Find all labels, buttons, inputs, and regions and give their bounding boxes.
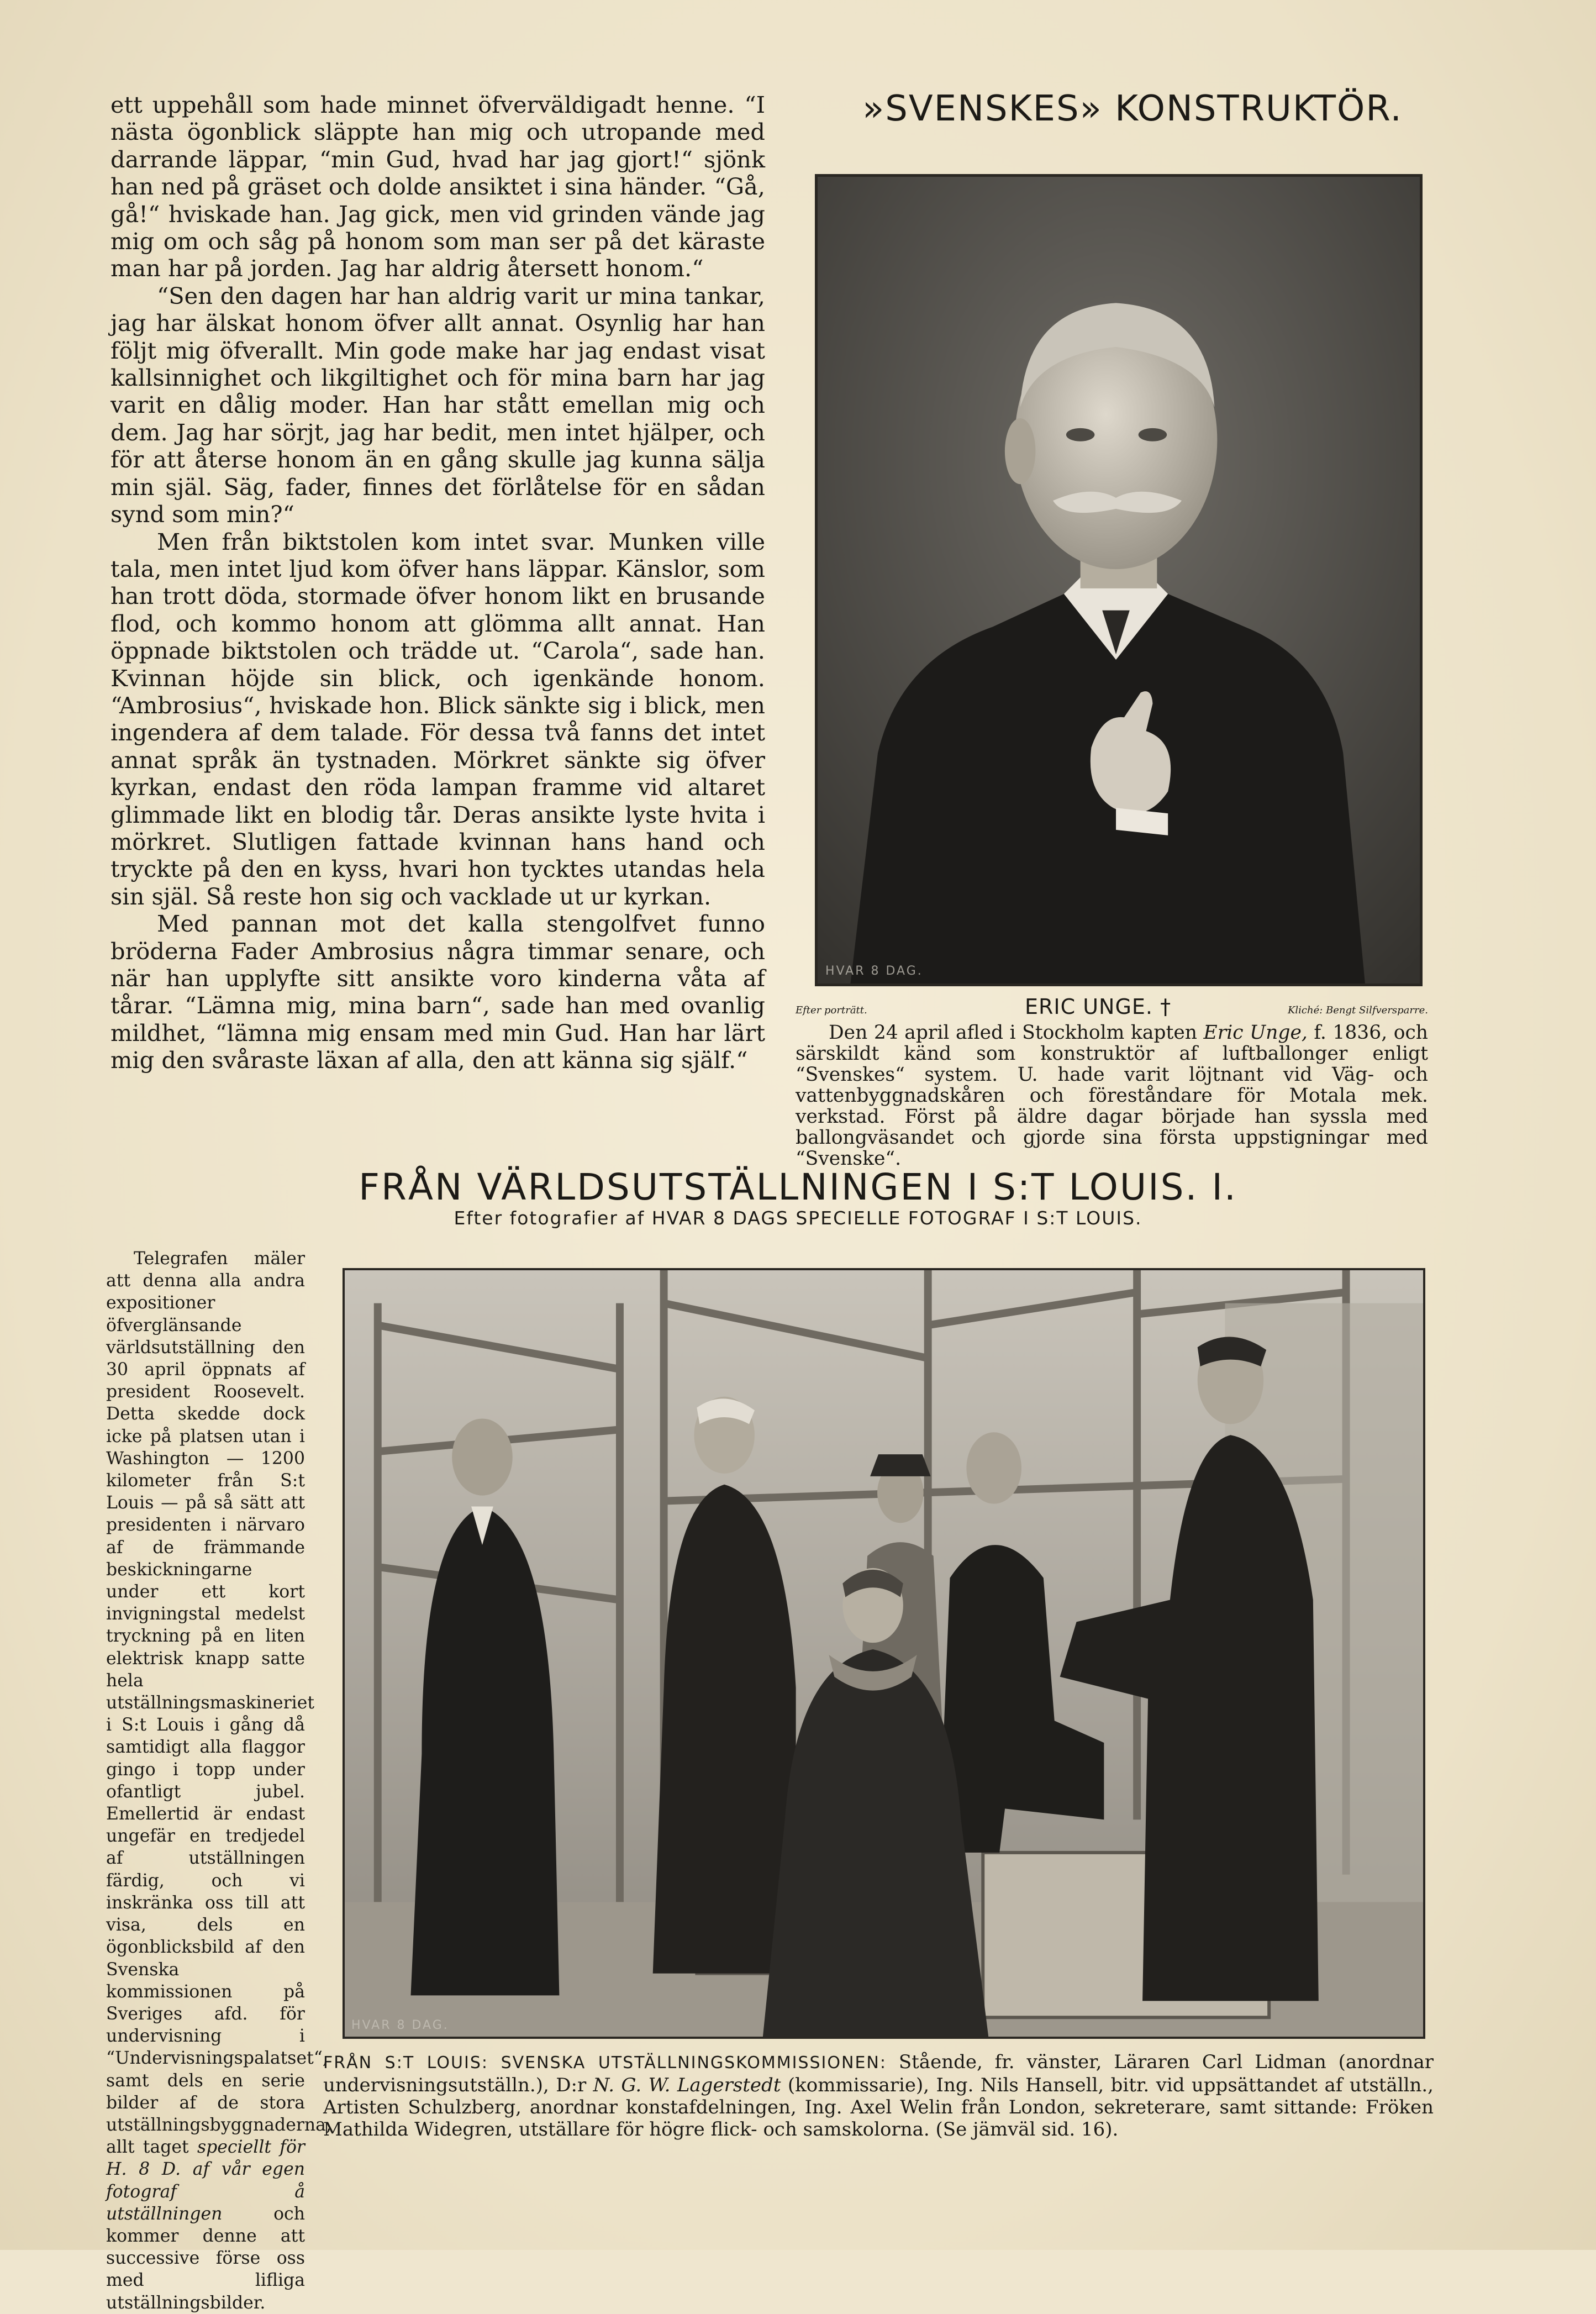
portrait-caption-row [796,995,1428,1022]
caption-lead: FRÅN S:T LOUIS: SVENSKA UTSTÄLLNINGSKOMMISSIONEN: [323,2053,887,2073]
story-paragraph: “Sen den dagen har han aldrig varit ur mina tankar, jag har älskat honom öfver allt annat. Osynlig har han följt mig öfverallt. Min gode make har jag endast visat kallsinnighet och likgiltighet och för mina barn har jag varit en dålig moder. Han har stått emellan mig och dem. Jag har sörjt, jag har bedit, men intet hjälper, och för att återse honom än en gång skulle jag kunna sälja min själ. Säg, fader, finnes det förlåtelse för en sådan synd som min?“ [110,282,765,528]
photo-credit: Efter porträtt. [796,1005,867,1016]
side-text-italic: speciellt för H. 8 D. af vår egen fotograf å utställningen [106,2137,305,2224]
portrait-illustration [818,177,1420,984]
caption-text: Den 24 april afled i Stockholm kapten [829,1022,1204,1044]
caption-text: Stående, fr. vänster, Läraren Carl Lidman (anordnar undervisningsutställn.), D:r [323,2051,1434,2096]
group-photo-caption [323,2051,1434,2141]
group-photo-watermark: HVAR 8 DAG. [351,2018,449,2032]
portrait-photo [815,174,1423,986]
story-paragraph: Med pannan mot det kalla stengolfvet funno bröderna Fader Ambrosius några timmar senare, och när han upplyfte sitt ansikte voro kinderna våta af tårar. “Lämna mig, mina barn“, sade han med ovanlig mildhet, “lämna mig ensam med min Gud. Han har lärt mig den svåraste läxan af alla, den att känna sig själf.“ [110,910,765,1074]
exhibition-side-text [106,1248,331,2314]
side-text: och kommer denne att successive förse oss med lifliga utställningsbilder. [106,2203,305,2313]
caption-name-italic: Eric Unge, [1203,1022,1308,1044]
photo-watermark: HVAR 8 DAG. [825,964,923,978]
caption-italic-name: N. G. W. Lagerstedt [593,2074,781,2096]
portrait-heading: »SVENSKES» KONSTRUKTÖR. [862,88,1403,129]
group-photo [343,1268,1425,2039]
story-paragraph: ett uppehåll som hade minnet öfverväldigadt henne. “I nästa ögonblick släppte han mig och utropande med darrande läppar, “min Gud, hvad har jag gjort!“ sjönk han ned på gräset och dolde ansiktet i sina händer. “Gå, gå!“ hviskade han. Jag gick, men vid grinden vände jag mig om och såg på honom som man ser på det käraste man har på jorden. Jag har aldrig återsett honom.“ [110,91,765,282]
section-title: FRÅN VÄRLDSUTSTÄLLNINGEN I S:T LOUIS. I. [359,1166,1237,1208]
portrait-caption [796,1022,1428,1169]
side-text: Telegrafen mäler att denna alla andra expositioner öfverglänsande världsutställning den 30 april öppnats af president Roosevelt. Detta skedde dock icke på platsen utan i Washington — 1200 kilometer från S:t Louis — på så sätt att presidenten i närvaro af de främmande beskickningarne under ett kort invigningstal medelst tryckning på en liten elektrisk knapp satte hela utställningsmaskineriet i S:t Louis i gång då samtidigt alla flaggor gingo i topp under ofantligt jubel. Emellertid är endast ungefär en tredjedel af utställningen färdig, och vi inskränka oss till att visa, dels en ögonblicksbild af den Svenska kommissionen på Sveriges afd. för undervisning i “Undervisningspalatset“, samt dels en serie bilder af de stora utställningsbyggnaderna, allt taget [106,1249,331,2158]
engraving-credit: Kliché: Bengt Silfversparre. [1287,1005,1428,1016]
portrait-name: ERIC UNGE. † [1025,995,1172,1019]
story-column [110,91,765,1074]
story-paragraph: Men från biktstolen kom intet svar. Munken ville tala, men intet ljud kom öfver hans läppar. Känslor, som han trott döda, stormade öfver honom likt en brusande flod, och kommo honom att glömma allt annat. Han öppnade biktstolen och trädde ut. “Carola“, sade han. Kvinnan höjde sin blick, och igenkände honom. “Ambrosius“, hviskade hon. Blick sänkte sig i blick, men ingendera af dem talade. För dessa två fanns det intet annat språk än tystnaden. Mörkret sänkte sig öfver kyrkan, endast den röda lampan framme vid altaret glimmade likt en blodig tår. Deras ansikte lyste hvita i mörkret. Slutligen fattade kvinnan hans hand och tryckte på den en kyss, hvari hon tycktes utandas hela sin själ. Så reste hon sig och vacklade ut ur kyrkan. [110,528,765,910]
caption-text: f. 1836, och särskildt känd som konstruktör af luftballonger enligt “Svenskes“ system. U. hade varit löjtnant vid Väg- och vattenbyggnadskåren och föreståndare för Motala mek. verkstad. Först på äldre dagar började han syssla med ballongväsandet och gjorde sina första uppstigningar med “Svenske“. [796,1022,1429,1170]
section-subtitle: Efter fotografier af HVAR 8 DAGS SPECIELLE FOTOGRAF I S:T LOUIS. [454,1207,1142,1229]
caption-text: (kommissarie), Ing. Nils Hansell, bitr. vid uppsättandet af utställn., Artisten Schulzberg, anordnar konstafdelningen, Ing. Axel Welin från London, sekreterare, samt sittande: Fröken Mathilda Widegren, utställare för högre flick- och samskolorna. (Se jämväl sid. 16). [323,2074,1434,2141]
group-illustration [345,1270,1423,2037]
